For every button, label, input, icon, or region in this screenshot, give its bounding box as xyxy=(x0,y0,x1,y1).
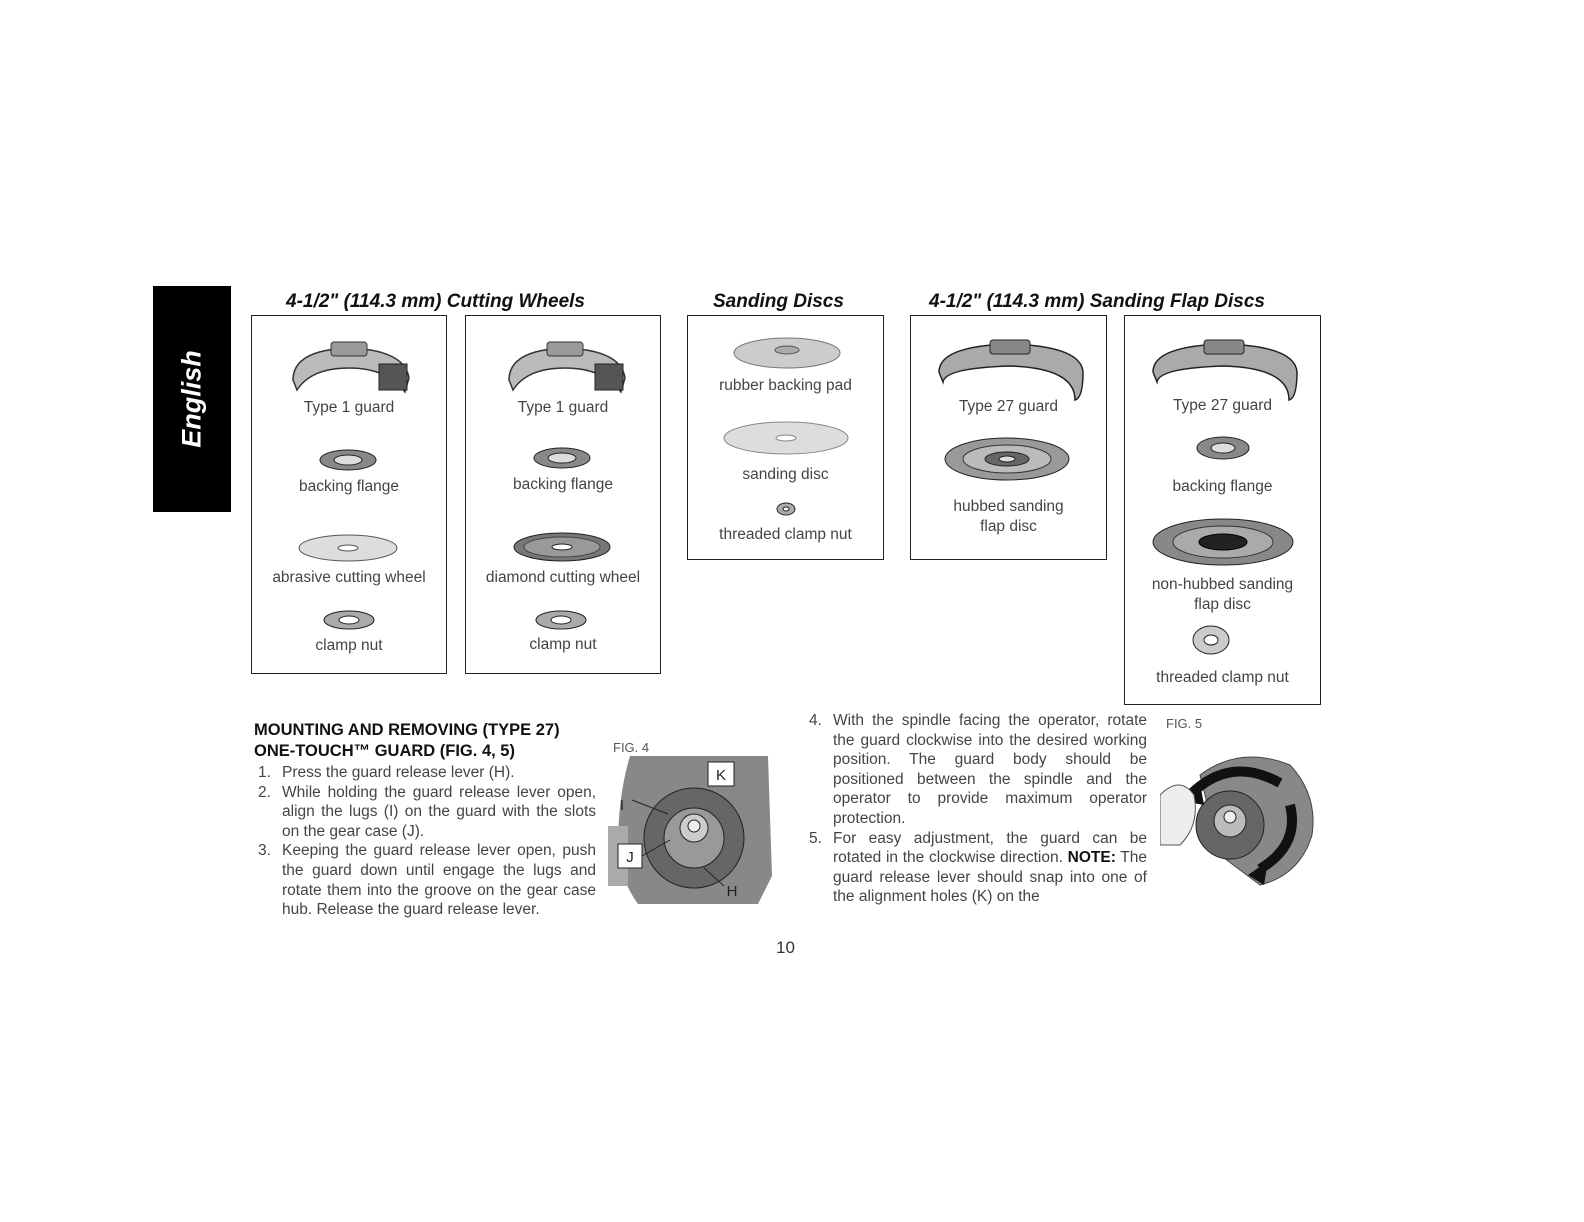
fig4-callout-j: J xyxy=(626,849,634,866)
type1-guard-label: Type 1 guard xyxy=(303,399,395,416)
flap-discs-box-2 xyxy=(1124,315,1321,705)
type1-guard-illustration xyxy=(287,338,412,398)
cutting-wheel-box-1 xyxy=(251,315,447,674)
diamond-wheel-illustration xyxy=(512,531,612,563)
steps-list-left xyxy=(254,763,596,920)
language-label: English xyxy=(176,350,207,448)
fig4-callout-k: K xyxy=(715,767,727,784)
clamp-nut-illustration xyxy=(534,610,588,630)
type27-guard-label: Type 27 guard xyxy=(1172,397,1273,414)
section-title-line-1: MOUNTING AND REMOVING (TYPE 27) xyxy=(254,721,560,739)
abrasive-wheel-illustration xyxy=(297,533,399,563)
backing-flange-label: backing flange xyxy=(1172,478,1273,495)
fig4-callout-h: H xyxy=(726,883,738,900)
step-3: 3. Keeping the guard release lever open, push the guard down until engage the lugs and rotate them into the groove on the gear case hub. Release the guard release lever. xyxy=(258,842,596,919)
threaded-clamp-nut-label: threaded clamp nut xyxy=(719,526,852,543)
language-tab xyxy=(153,286,231,512)
threaded-clamp-nut-illustration xyxy=(776,502,796,516)
type27-guard-illustration xyxy=(1149,338,1299,403)
note-label: NOTE: xyxy=(1067,849,1116,867)
hubbed-flap-disc-illustration xyxy=(942,436,1072,482)
cutting-wheel-box-2 xyxy=(465,315,661,674)
clamp-nut-label: clamp nut xyxy=(529,636,597,653)
steps-list-right xyxy=(805,711,1147,907)
diamond-wheel-label: diamond cutting wheel xyxy=(485,569,641,586)
type27-guard-illustration xyxy=(935,338,1085,403)
header-sanding-discs: Sanding Discs xyxy=(713,291,844,312)
page-number: 10 xyxy=(776,938,795,957)
non-hubbed-flap-disc-label-2: flap disc xyxy=(1194,596,1251,613)
rubber-backing-pad-label: rubber backing pad xyxy=(719,377,852,394)
backing-flange-label: backing flange xyxy=(299,478,399,495)
backing-flange-illustration xyxy=(532,447,592,469)
sanding-disc-label: sanding disc xyxy=(742,466,829,483)
step-1: 1. Press the guard release lever (H). xyxy=(258,764,515,781)
non-hubbed-flap-disc-illustration xyxy=(1151,517,1295,567)
note-text: The guard release lever should snap into one of the alignment holes (K) on the xyxy=(833,849,1148,906)
step-5: 5. For easy adjustment, the guard can be rotated in the clockwise direction. NOTE: The guard release lever should snap into one of the alignment holes (K) on the xyxy=(809,829,1148,906)
fig4-label: FIG. 4 xyxy=(613,740,650,755)
type1-guard-label: Type 1 guard xyxy=(517,399,609,416)
fig4-callout-i: I xyxy=(619,797,625,814)
step-2: 2. While holding the guard release lever open, align the lugs (I) on the guard with the slots on the gear case (J). xyxy=(258,783,596,840)
threaded-clamp-nut-label: threaded clamp nut xyxy=(1156,669,1289,686)
clamp-nut-illustration xyxy=(322,610,376,630)
sanding-discs-box xyxy=(687,315,884,560)
header-flap-discs: 4-1/2" (114.3 mm) Sanding Flap Discs xyxy=(929,291,1265,312)
step-4: 4. With the spindle facing the operator, rotate the guard clockwise into the desired working position. The guard body should be positioned between the spindle and the operator to provide maximum operator protection. xyxy=(809,712,1147,827)
fig4-illustration xyxy=(608,756,772,904)
type1-guard-illustration xyxy=(503,338,628,398)
section-title-line-2: ONE-TOUCH™ GUARD (FIG. 4, 5) xyxy=(254,742,515,760)
abrasive-wheel-label: abrasive cutting wheel xyxy=(272,569,426,586)
header-cutting-wheels: 4-1/2" (114.3 mm) Cutting Wheels xyxy=(286,291,585,312)
backing-flange-illustration xyxy=(318,449,378,471)
threaded-clamp-nut-illustration xyxy=(1191,624,1231,656)
hubbed-flap-disc-label-2: flap disc xyxy=(980,518,1037,535)
backing-flange-illustration xyxy=(1195,435,1251,461)
fig5-label: FIG. 5 xyxy=(1166,716,1203,731)
rubber-backing-pad-illustration xyxy=(732,336,842,370)
flap-discs-box-1 xyxy=(910,315,1107,560)
hubbed-flap-disc-label-1: hubbed sanding xyxy=(953,498,1064,515)
section-title xyxy=(254,720,560,762)
clamp-nut-label: clamp nut xyxy=(315,637,383,654)
sanding-disc-illustration xyxy=(722,420,850,456)
non-hubbed-flap-disc-label-1: non-hubbed sanding xyxy=(1151,576,1294,593)
backing-flange-label: backing flange xyxy=(513,476,613,493)
fig5-illustration xyxy=(1160,735,1320,895)
type27-guard-label: Type 27 guard xyxy=(958,398,1059,415)
